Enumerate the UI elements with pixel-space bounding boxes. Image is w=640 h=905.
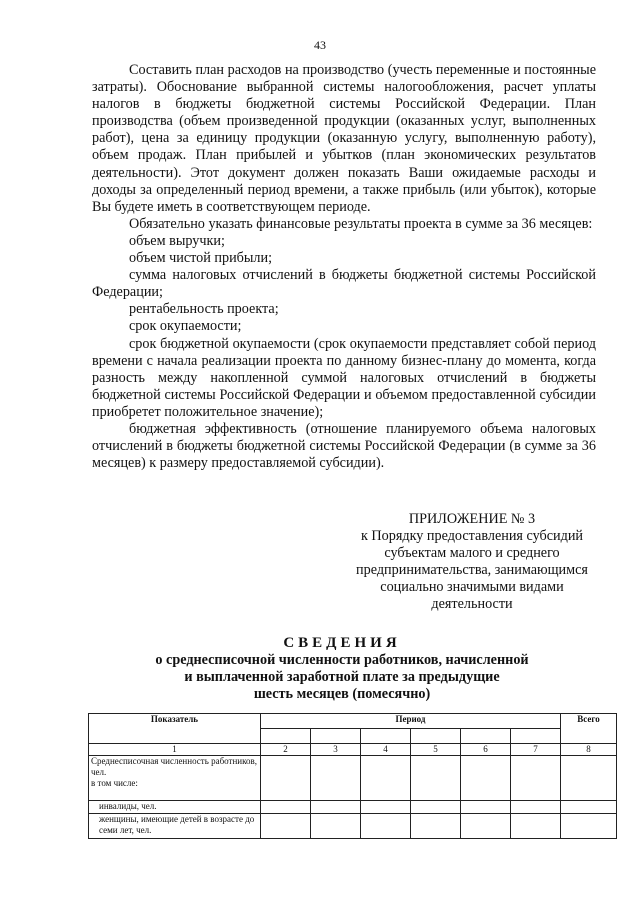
- table-row: [89, 756, 617, 801]
- appendix-title: ПРИЛОЖЕНИЕ № 3: [408, 511, 536, 527]
- header-total: Всего: [561, 714, 617, 744]
- list-item: срок окупаемости;: [129, 318, 242, 335]
- subtitle-line: шесть месяцев (помесячно): [253, 686, 431, 702]
- column-number: 2: [261, 744, 311, 756]
- appendix-line: социально значимыми видами: [380, 579, 564, 596]
- appendix-line: предпринимательства, занимающимся: [356, 562, 588, 579]
- header-indicator: Показатель: [89, 714, 261, 744]
- paragraph: Обязательно указать финансовые результаты проекта в сумме за 36 месяцев:: [129, 215, 593, 232]
- column-number: 7: [511, 744, 561, 756]
- subtitle-line: о среднесписочной численности работников, начисленной: [155, 652, 529, 668]
- document-heading: СВЕДЕНИЯ: [283, 635, 401, 651]
- header-period: Период: [261, 714, 561, 729]
- table-row: [89, 814, 617, 839]
- list-item: сумма налоговых отчислений в бюджеты бюджетной системы Российской Федерации;: [92, 267, 596, 301]
- list-item: срок бюджетной окупаемости (срок окупаемости представляет собой период времени с начала реализации проекта по данному бизнес-плану до момента, когда разность между накопленной суммой налоговых отчислений в бюджеты бюджетной системы Российской Федерации и объемом предоставленной субсидии приобретет положительное значение);: [92, 335, 596, 420]
- table-header-row: [89, 714, 617, 729]
- row-label: Среднесписочная численность работников, чел. в том числе:: [89, 756, 261, 801]
- column-number: 3: [311, 744, 361, 756]
- appendix-block: [322, 511, 622, 614]
- subtitle-line: и выплаченной заработной плате за предыдущие: [184, 669, 500, 685]
- list-item: объем чистой прибыли;: [129, 250, 273, 267]
- list-item: объем выручки;: [129, 232, 225, 249]
- column-number: 6: [461, 744, 511, 756]
- appendix-line: субъектам малого и среднего: [384, 545, 560, 562]
- body-text: [92, 62, 596, 472]
- column-number: 5: [411, 744, 461, 756]
- row-label: женщины, имеющие детей в возрасте до семи лет, чел.: [89, 814, 261, 839]
- column-number-row: [89, 744, 617, 756]
- page-number: 43: [314, 38, 326, 52]
- list-item: бюджетная эффективность (отношение планируемого объема налоговых отчислений в бюджеты бюджетной системы Российской Федерации (в сумме за 36 месяцев) к размеру предоставляемой субсидии).: [92, 420, 596, 472]
- table-row: [89, 801, 617, 814]
- column-number: 8: [561, 744, 617, 756]
- data-table: [88, 713, 617, 839]
- document-subtitle: [0, 652, 640, 703]
- appendix-line: деятельности: [431, 596, 513, 613]
- row-label: инвалиды, чел.: [89, 801, 261, 814]
- column-number: 1: [89, 744, 261, 756]
- appendix-line: к Порядку предоставления субсидий: [360, 528, 584, 545]
- list-item: рентабельность проекта;: [129, 301, 279, 318]
- column-number: 4: [361, 744, 411, 756]
- paragraph: Составить план расходов на производство (учесть переменные и постоянные затраты). Обоснование выбранной системы налогообложения, расчет уплаты налогов в бюджеты бюджетной системы Российской Федерации. План производства (объем произведенной продукции (оказанных услуг, выполненных работ), цена за единицу продукции (оказанную услугу, выполненную работу), объем продаж. План прибылей и убытков (план экономических результатов деятельности). Этот документ должен показать Ваши ожидаемые расходы и доходы за определенный период времени, а также прибыль (или убыток), которые Вы будете иметь в соответствующем периоде.: [92, 62, 596, 215]
